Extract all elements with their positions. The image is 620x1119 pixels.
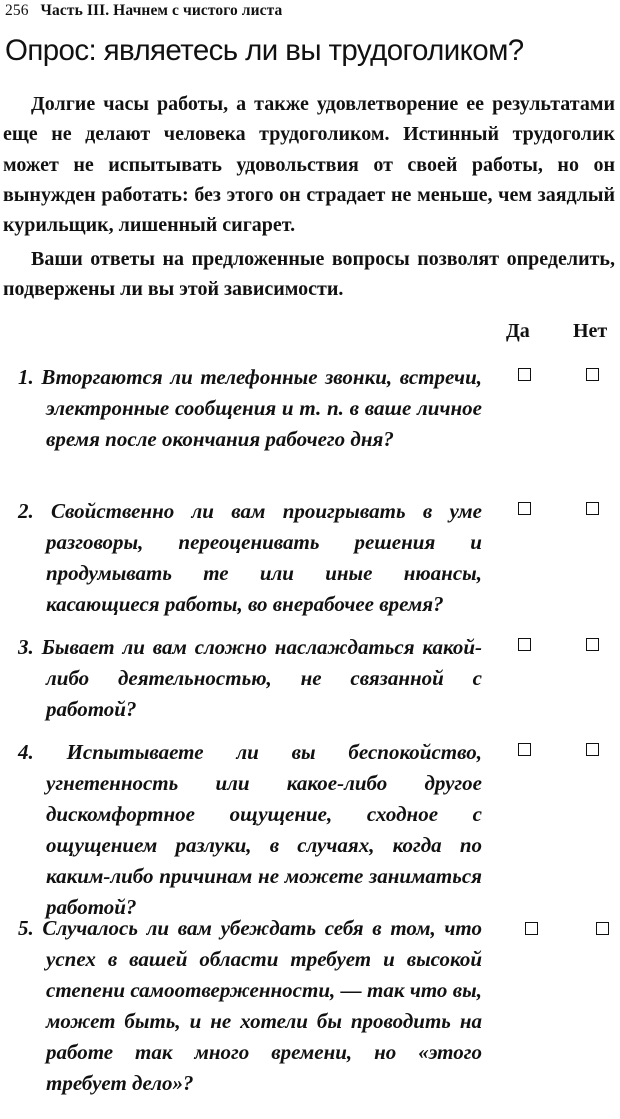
q2-no-checkbox[interactable] (586, 502, 599, 515)
q1-yes-checkbox[interactable] (518, 368, 531, 381)
section-title: Опрос: являетесь ли вы трудоголиком? (5, 34, 524, 67)
q3-no-checkbox[interactable] (586, 638, 599, 651)
q3-yes-checkbox[interactable] (518, 638, 531, 651)
q4-no-checkbox[interactable] (586, 743, 599, 756)
column-header-no: Нет (573, 320, 608, 342)
running-title: Часть III. Начнем с чистого листа (40, 2, 283, 19)
intro-paragraph: Долгие часы работы, а также удовлетворение ее результатами еще не делают человека трудоголиком. Истинный трудоголик может не испытывать удовольствия от своей работы, но он вынужден работать: без этого он страдает не меньше, чем заядлый курильщик, лишенный сигарет. (3, 93, 615, 237)
column-header-yes: Да (506, 320, 530, 342)
question-3: 3. Бывает ли вам сложно наслаждаться какой-либо деятельностью, не связанной с работой? (18, 635, 482, 721)
question-2: 2. Свойственно ли вам проигрывать в уме разговоры, переоценивать решения и продумывать те или иные нюансы, касающиеся работы, во внерабочее время? (18, 499, 482, 616)
running-header (5, 2, 282, 20)
q5-yes-checkbox[interactable] (525, 922, 538, 935)
page-number: 256 (5, 2, 29, 19)
q2-yes-checkbox[interactable] (518, 502, 531, 515)
question-5: 5. Случалось ли вам убеждать себя в том, что успех в вашей области требует и высокой степени самоотверженности, — так что вы, может быть, и не хотели бы проводить на работе так много времени, но «этого требует дело»? (18, 916, 482, 1095)
question-1: 1. Вторгаются ли телефонные звонки, встречи, электронные сообщения и т. п. в ваше личное время после окончания рабочего дня? (18, 365, 482, 451)
q1-no-checkbox[interactable] (586, 368, 599, 381)
q4-yes-checkbox[interactable] (518, 743, 531, 756)
question-4: 4. Испытываете ли вы беспокойство, угнетенность или какое-либо другое дискомфортное ощущение, сходное с ощущением разлуки, в случаях, когда по каким-либо причинам не можете заниматься работой? (18, 740, 482, 919)
q5-no-checkbox[interactable] (596, 922, 609, 935)
instruction-paragraph: Ваши ответы на предложенные вопросы позволят определить, подвержены ли вы этой зависимости. (3, 248, 615, 301)
